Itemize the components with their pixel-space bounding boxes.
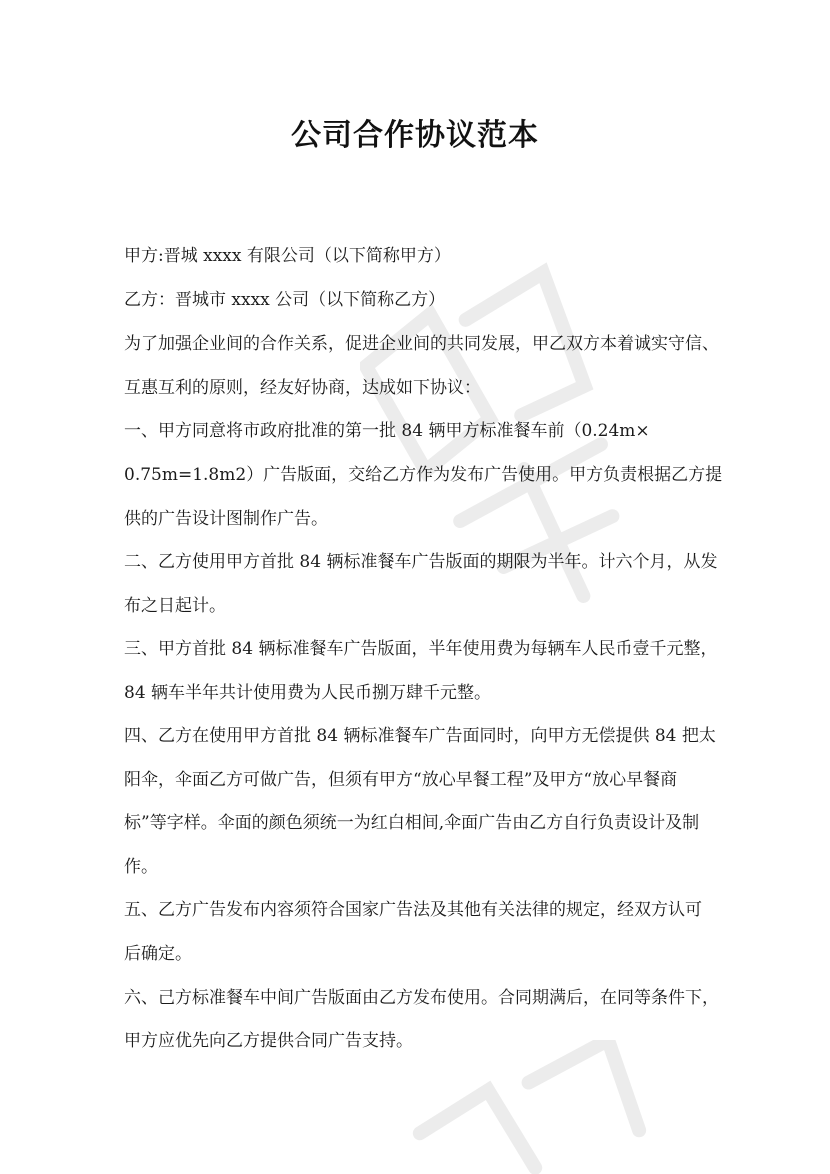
clause-1-line-1: 一、甲方同意将市政府批准的第一批 84 辆甲方标准餐车前（0.24m× — [124, 421, 650, 441]
clause-6-line-2: 甲方应优先向乙方提供合同广告支持。 — [124, 1031, 413, 1051]
clause-2-line-1: 二、乙方使用甲方首批 84 辆标准餐车广告版面的期限为半年。计六个月，从发 — [124, 552, 718, 572]
clause-2-line-2: 布之日起计。 — [124, 596, 226, 616]
party-a-line: 甲方:晋城 xxxx 有限公司（以下简称甲方） — [124, 246, 451, 266]
clause-3-line-2: 84 辆车半年共计使用费为人民币捌万肆千元整。 — [124, 683, 492, 703]
clause-3-line-1: 三、甲方首批 84 辆标准餐车广告版面，半年使用费为每辆车人民币壹千元整， — [124, 639, 718, 659]
clause-1-line-2: 0.75m=1.8m2）广告版面，交给乙方作为发布广告使用。甲方负责根据乙方提 — [124, 465, 723, 485]
clause-4-line-2: 阳伞，伞面乙方可做广告，但须有甲方“放心早餐工程”及甲方“放心早餐商 — [124, 770, 678, 790]
clause-1-line-3: 供的广告设计图制作广告。 — [124, 509, 328, 529]
intro-line-2: 互惠互利的原则，经友好协商，达成如下协议： — [124, 378, 481, 398]
clause-5-line-2: 后确定。 — [124, 944, 192, 964]
clause-4-line-3: 标”等字样。伞面的颜色须统一为红白相间,伞面广告由乙方自行负责设计及制 — [124, 813, 700, 833]
watermark-bottom-icon — [380, 1040, 700, 1174]
clause-4-line-1: 四、乙方在使用甲方首批 84 辆标准餐车广告面同时，向甲方无偿提供 84 把太 — [124, 726, 716, 746]
clause-5-line-1: 五、乙方广告发布内容须符合国家广告法及其他有关法律的规定，经双方认可 — [124, 900, 702, 920]
intro-line-1: 为了加强企业间的合作关系，促进企业间的共同发展，甲乙双方本着诚实守信、 — [124, 334, 719, 354]
document-title: 公司合作协议范本 — [291, 118, 539, 153]
party-b-line: 乙方：晋城市 xxxx 公司（以下简称乙方） — [124, 290, 446, 310]
clause-6-line-1: 六、己方标准餐车中间广告版面由乙方发布使用。合同期满后，在同等条件下， — [124, 988, 719, 1008]
clause-4-line-4: 作。 — [124, 857, 158, 877]
